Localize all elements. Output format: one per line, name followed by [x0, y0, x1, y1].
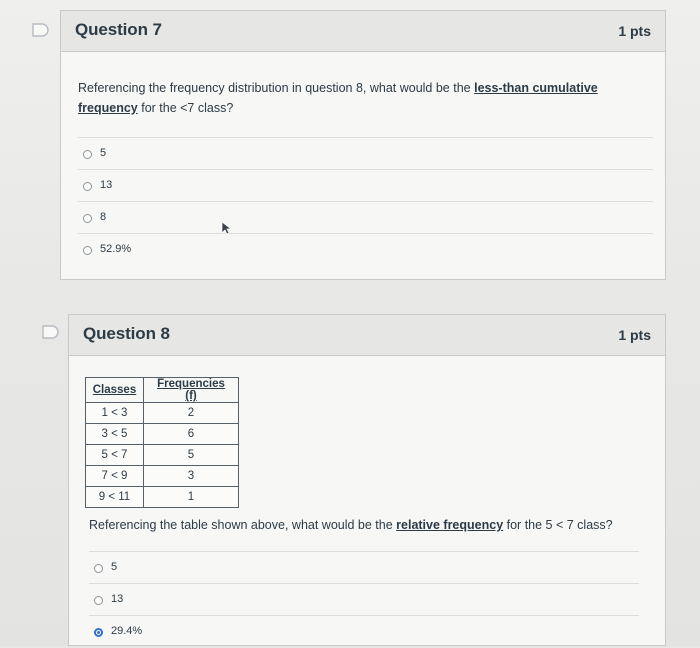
table-row: [86, 466, 239, 487]
class-cell: 7 < 9: [86, 466, 144, 487]
question-8-answer-3-label: 29.4%: [111, 625, 143, 637]
question-7-answer-3[interactable]: [78, 201, 653, 234]
question-8-title: Question 8: [83, 324, 170, 343]
question-7-answer-2-label: 13: [100, 179, 113, 191]
frequency-table-header-row: [86, 378, 239, 403]
question-8-prompt-term: relative frequency: [396, 518, 504, 532]
question-7-answer-2[interactable]: [78, 169, 653, 202]
question-8-answer-2-label: 13: [111, 593, 124, 605]
class-cell: 3 < 5: [86, 424, 144, 445]
class-cell: 5 < 7: [86, 445, 144, 466]
question-7-prompt: [78, 78, 638, 118]
frequency-cell: 1: [144, 487, 239, 508]
question-8-answer-1-radio[interactable]: [94, 564, 103, 573]
question-7-answer-4-label: 52.9%: [100, 243, 132, 255]
question-7-card: [60, 10, 666, 280]
question-7-answer-2-radio[interactable]: [83, 182, 92, 191]
mouse-cursor-icon: [221, 221, 231, 235]
table-row: [86, 424, 239, 445]
question-7-answer-1[interactable]: [78, 137, 653, 170]
question-8-answer-3-radio[interactable]: [94, 628, 103, 637]
question-7-title: Question 7: [75, 20, 162, 39]
question-7-prompt-end: for the <7 class?: [137, 101, 234, 115]
question-8-prompt-start: Referencing the table shown above, what would be the: [89, 518, 397, 532]
frequency-cell: 2: [144, 403, 239, 424]
class-cell: 1 < 3: [86, 403, 144, 424]
question-8-answer-1[interactable]: [89, 551, 639, 584]
frequency-cell: 6: [144, 424, 239, 445]
class-cell: 9 < 11: [86, 487, 144, 508]
question-7-points: 1 pts: [618, 23, 651, 39]
frequency-cell: 3: [144, 466, 239, 487]
question-7-answer-3-radio[interactable]: [83, 214, 92, 223]
table-row: [86, 487, 239, 508]
question-8-points: 1 pts: [618, 327, 651, 343]
question-8-header: [69, 315, 665, 356]
question-8-answer-2-radio[interactable]: [94, 596, 103, 605]
question-7-answer-1-radio[interactable]: [83, 150, 92, 159]
question-8-card: [68, 314, 666, 646]
question-7-answer-1-label: 5: [100, 147, 107, 159]
question-8-answers: [89, 551, 639, 647]
question-8-prompt: [89, 515, 649, 535]
frequency-cell: 5: [144, 445, 239, 466]
question-7-answer-4[interactable]: [78, 233, 653, 266]
question-8-answer-2[interactable]: [89, 583, 639, 616]
frequencies-header: Frequencies (f): [144, 378, 239, 403]
question-7-prompt-term: less-than cumulative frequency: [78, 81, 598, 115]
question-7-prompt-start: Referencing the frequency distribution in question 8, what would be the: [78, 81, 475, 95]
question-7-answer-4-radio[interactable]: [83, 246, 92, 255]
classes-header: Classes: [86, 378, 144, 403]
question-8-prompt-end: for the 5 < 7 class?: [503, 518, 613, 532]
question-7-answer-3-label: 8: [100, 211, 107, 223]
question-7-header: [61, 11, 665, 52]
table-row: [86, 403, 239, 424]
question-8-answer-1-label: 5: [111, 561, 118, 573]
question-7-flag-icon[interactable]: [30, 20, 50, 40]
question-7-answers: [78, 137, 653, 265]
frequency-table: [85, 377, 239, 508]
table-row: [86, 445, 239, 466]
question-8-flag-icon[interactable]: [40, 322, 60, 342]
question-8-answer-3[interactable]: [89, 615, 639, 648]
